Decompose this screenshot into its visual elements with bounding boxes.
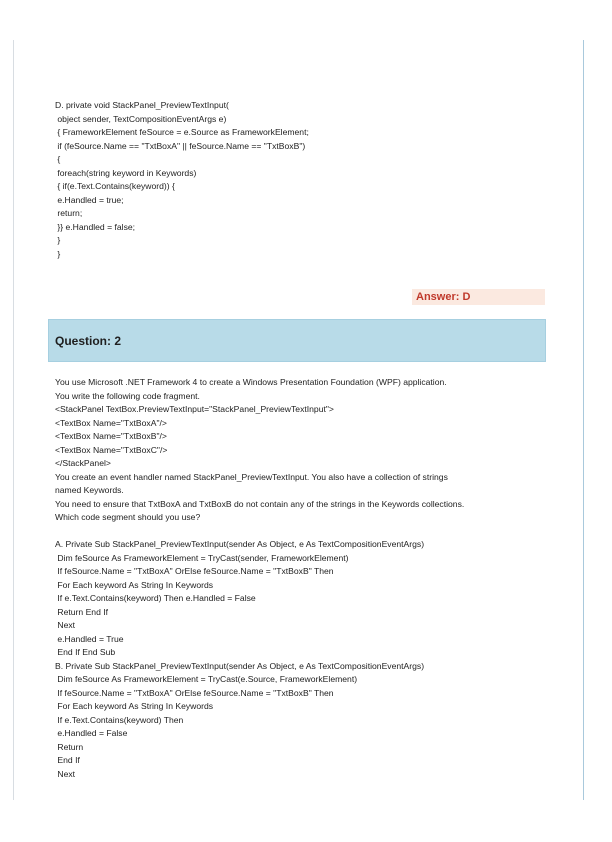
question-line: <StackPanel TextBox.PreviewTextInput="StackPanel_PreviewTextInput">: [55, 404, 334, 414]
code-line: D. private void StackPanel_PreviewTextInput(: [55, 100, 229, 110]
question-line: Dim feSource As FrameworkElement = TryCast(e.Source, FrameworkElement): [55, 674, 358, 684]
option-d-code: [55, 99, 555, 261]
code-line: {: [55, 154, 61, 164]
question-line: e.Handled = True: [55, 633, 124, 644]
question-line: End If: [55, 755, 80, 765]
question-line: You create an event handler named StackPanel_PreviewTextInput. You also have a collection of strings: [55, 471, 448, 482]
question-line: Return: [55, 741, 84, 752]
code-line: return;: [55, 208, 83, 218]
question-header: [48, 319, 546, 362]
question-line: If e.Text.Contains(keyword) Then: [55, 714, 184, 725]
question-line: You use Microsoft .NET Framework 4 to create a Windows Presentation Foundation (WPF) application.: [55, 377, 447, 387]
question-line: For Each keyword As String In Keywords: [55, 701, 214, 711]
page-border-left: [13, 40, 14, 800]
code-line: object sender, TextCompositionEventArgs e): [55, 113, 227, 124]
question-line: <TextBox Name="TxtBoxB"/>: [55, 431, 167, 441]
question-title: Question: 2: [55, 334, 122, 348]
question-line: If e.Text.Contains(keyword) Then e.Handled = False: [55, 593, 256, 603]
question-line: Next: [55, 768, 76, 779]
question-body: [55, 376, 555, 781]
question-line: <TextBox Name="TxtBoxC"/>: [55, 444, 168, 455]
question-line: If feSource.Name = "TxtBoxA" OrElse feSource.Name = "TxtBoxB" Then: [55, 566, 334, 576]
question-line: e.Handled = False: [55, 728, 128, 738]
question-line: B. Private Sub StackPanel_PreviewTextInput(sender As Object, e As TextCompositionEventArgs): [55, 660, 425, 671]
question-line: [55, 525, 555, 539]
answer-label: Answer: D: [412, 289, 545, 305]
question-line: You write the following code fragment.: [55, 390, 200, 401]
code-line: if (feSource.Name == "TxtBoxA" || feSource.Name == "TxtBoxB"): [55, 140, 306, 151]
code-line: { if(e.Text.Contains(keyword)) {: [55, 181, 175, 191]
question-line: Which code segment should you use?: [55, 512, 201, 522]
question-line: Dim feSource As FrameworkElement = TryCast(sender, FrameworkElement): [55, 552, 349, 563]
question-line: <TextBox Name="TxtBoxA"/>: [55, 417, 167, 428]
question-line: Next: [55, 620, 76, 630]
question-line: named Keywords.: [55, 485, 124, 495]
page-border-right: [583, 40, 584, 800]
code-line: }: [55, 248, 61, 259]
question-line: End If End Sub: [55, 647, 116, 657]
code-line: }} e.Handled = false;: [55, 221, 136, 232]
question-line: For Each keyword As String In Keywords: [55, 579, 214, 590]
question-line: A. Private Sub StackPanel_PreviewTextInput(sender As Object, e As TextCompositionEventArgs): [55, 539, 425, 549]
code-line: foreach(string keyword in Keywords): [55, 167, 197, 178]
code-line: { FrameworkElement feSource = e.Source as FrameworkElement;: [55, 127, 309, 137]
question-line: </StackPanel>: [55, 458, 111, 468]
code-line: e.Handled = true;: [55, 194, 124, 205]
question-line: Return End If: [55, 606, 109, 617]
question-line: If feSource.Name = "TxtBoxA" OrElse feSource.Name = "TxtBoxB" Then: [55, 687, 334, 698]
code-line: }: [55, 235, 61, 245]
question-line: You need to ensure that TxtBoxA and TxtBoxB do not contain any of the strings in the Keywords collections.: [55, 498, 465, 509]
